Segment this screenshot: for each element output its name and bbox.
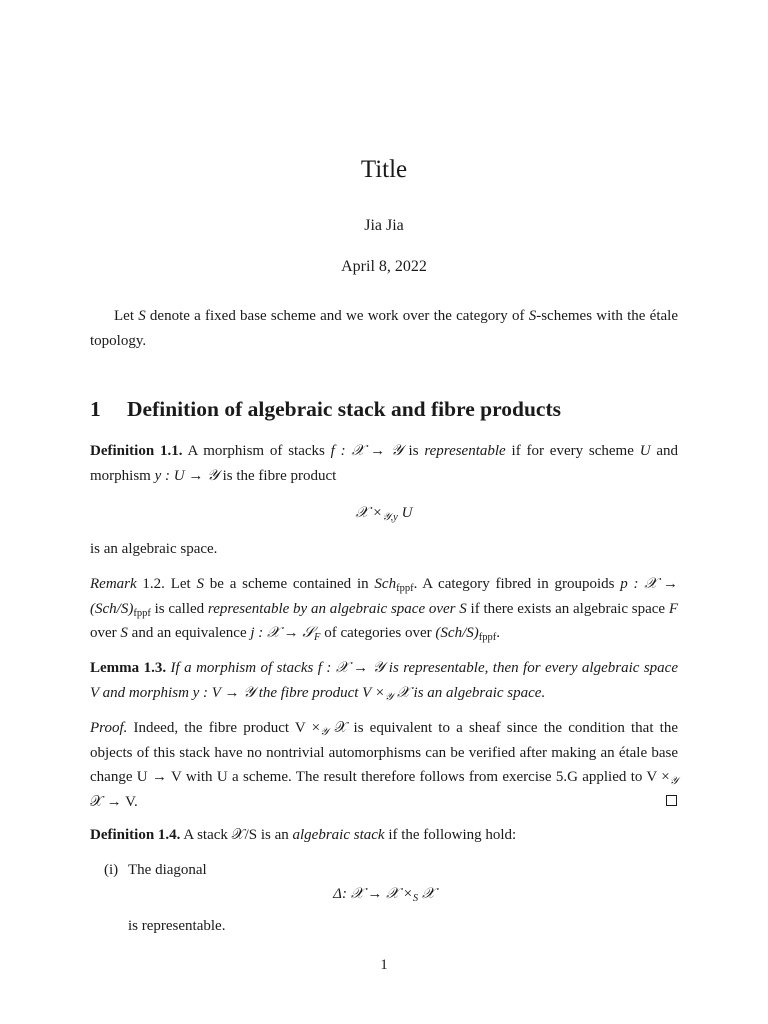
definition-1-4: Definition 1.4. A stack 𝒳/S is an algebraic stack if the following hold:: [90, 827, 517, 843]
intro-paragraph: Let S denote a fixed base scheme and we work over the category of S-schemes with the étale topology.: [90, 308, 678, 349]
qed-square-icon: [666, 795, 677, 806]
remark-1-2: Remark 1.2. Let S be a scheme contained in Sch$_{fppf}$. A category fibred in groupoids p : 𝒳 → $(Sch/S)_{fppf}$ is called representable by an algebraic space over S if there exists an algebraic space F over S and an equivalence j : 𝒳 → 𝒮$_F$ of categories over $(Sch/S)_{fppf}$.: [90, 576, 678, 643]
section-title: Definition of algebraic stack and fibre products: [127, 397, 561, 421]
display-equation-fibre-product: 𝒳 $\times_{𝒴,y}$ U: [355, 505, 413, 523]
list-item-label: (i): [104, 862, 119, 878]
section-number: 1: [90, 397, 101, 421]
display-equation-diagonal: Δ: 𝒳 → 𝒳 $\times_S$ 𝒳: [333, 886, 435, 904]
lemma-label: Lemma 1.3.: [90, 660, 167, 676]
document-author: Jia Jia: [364, 217, 404, 234]
definition-1-1: Definition 1.1. A morphism of stacks f : 𝒳 → 𝒴 is representable if for every scheme U and morphism y : U → 𝒴 is the fibre product: [90, 443, 678, 484]
definition-label: Definition 1.1.: [90, 443, 183, 459]
list-item-text: The diagonal: [128, 862, 207, 878]
list-item-continuation: is representable.: [128, 918, 226, 934]
definition-1-1-continuation: is an algebraic space.: [90, 541, 218, 557]
section-heading: [90, 394, 561, 424]
lemma-1-3: Lemma 1.3. If a morphism of stacks f : 𝒳 → 𝒴 is representable, then for every algebraic space V and morphism y : V → 𝒴 the fibre product $V \times_𝒴$ 𝒳 is an algebraic space.: [90, 660, 678, 703]
proof-label: Proof.: [90, 720, 128, 736]
proof-paragraph: Proof. Indeed, the fibre product $V \times_𝒴$ 𝒳 is equivalent to a sheaf since the condition that the objects of this stack have no nontrivial automorphisms can be verified after making an étale base change U → V with U a scheme. The result therefore follows from exercise 5.G applied to $V \times_𝒴$ 𝒳 → V.: [90, 720, 678, 810]
definition-label: Definition 1.4.: [90, 827, 181, 843]
page-number: 1: [380, 957, 388, 973]
remark-label: Remark: [90, 576, 137, 592]
document-title: Title: [360, 156, 408, 183]
document-date: April 8, 2022: [341, 258, 427, 275]
